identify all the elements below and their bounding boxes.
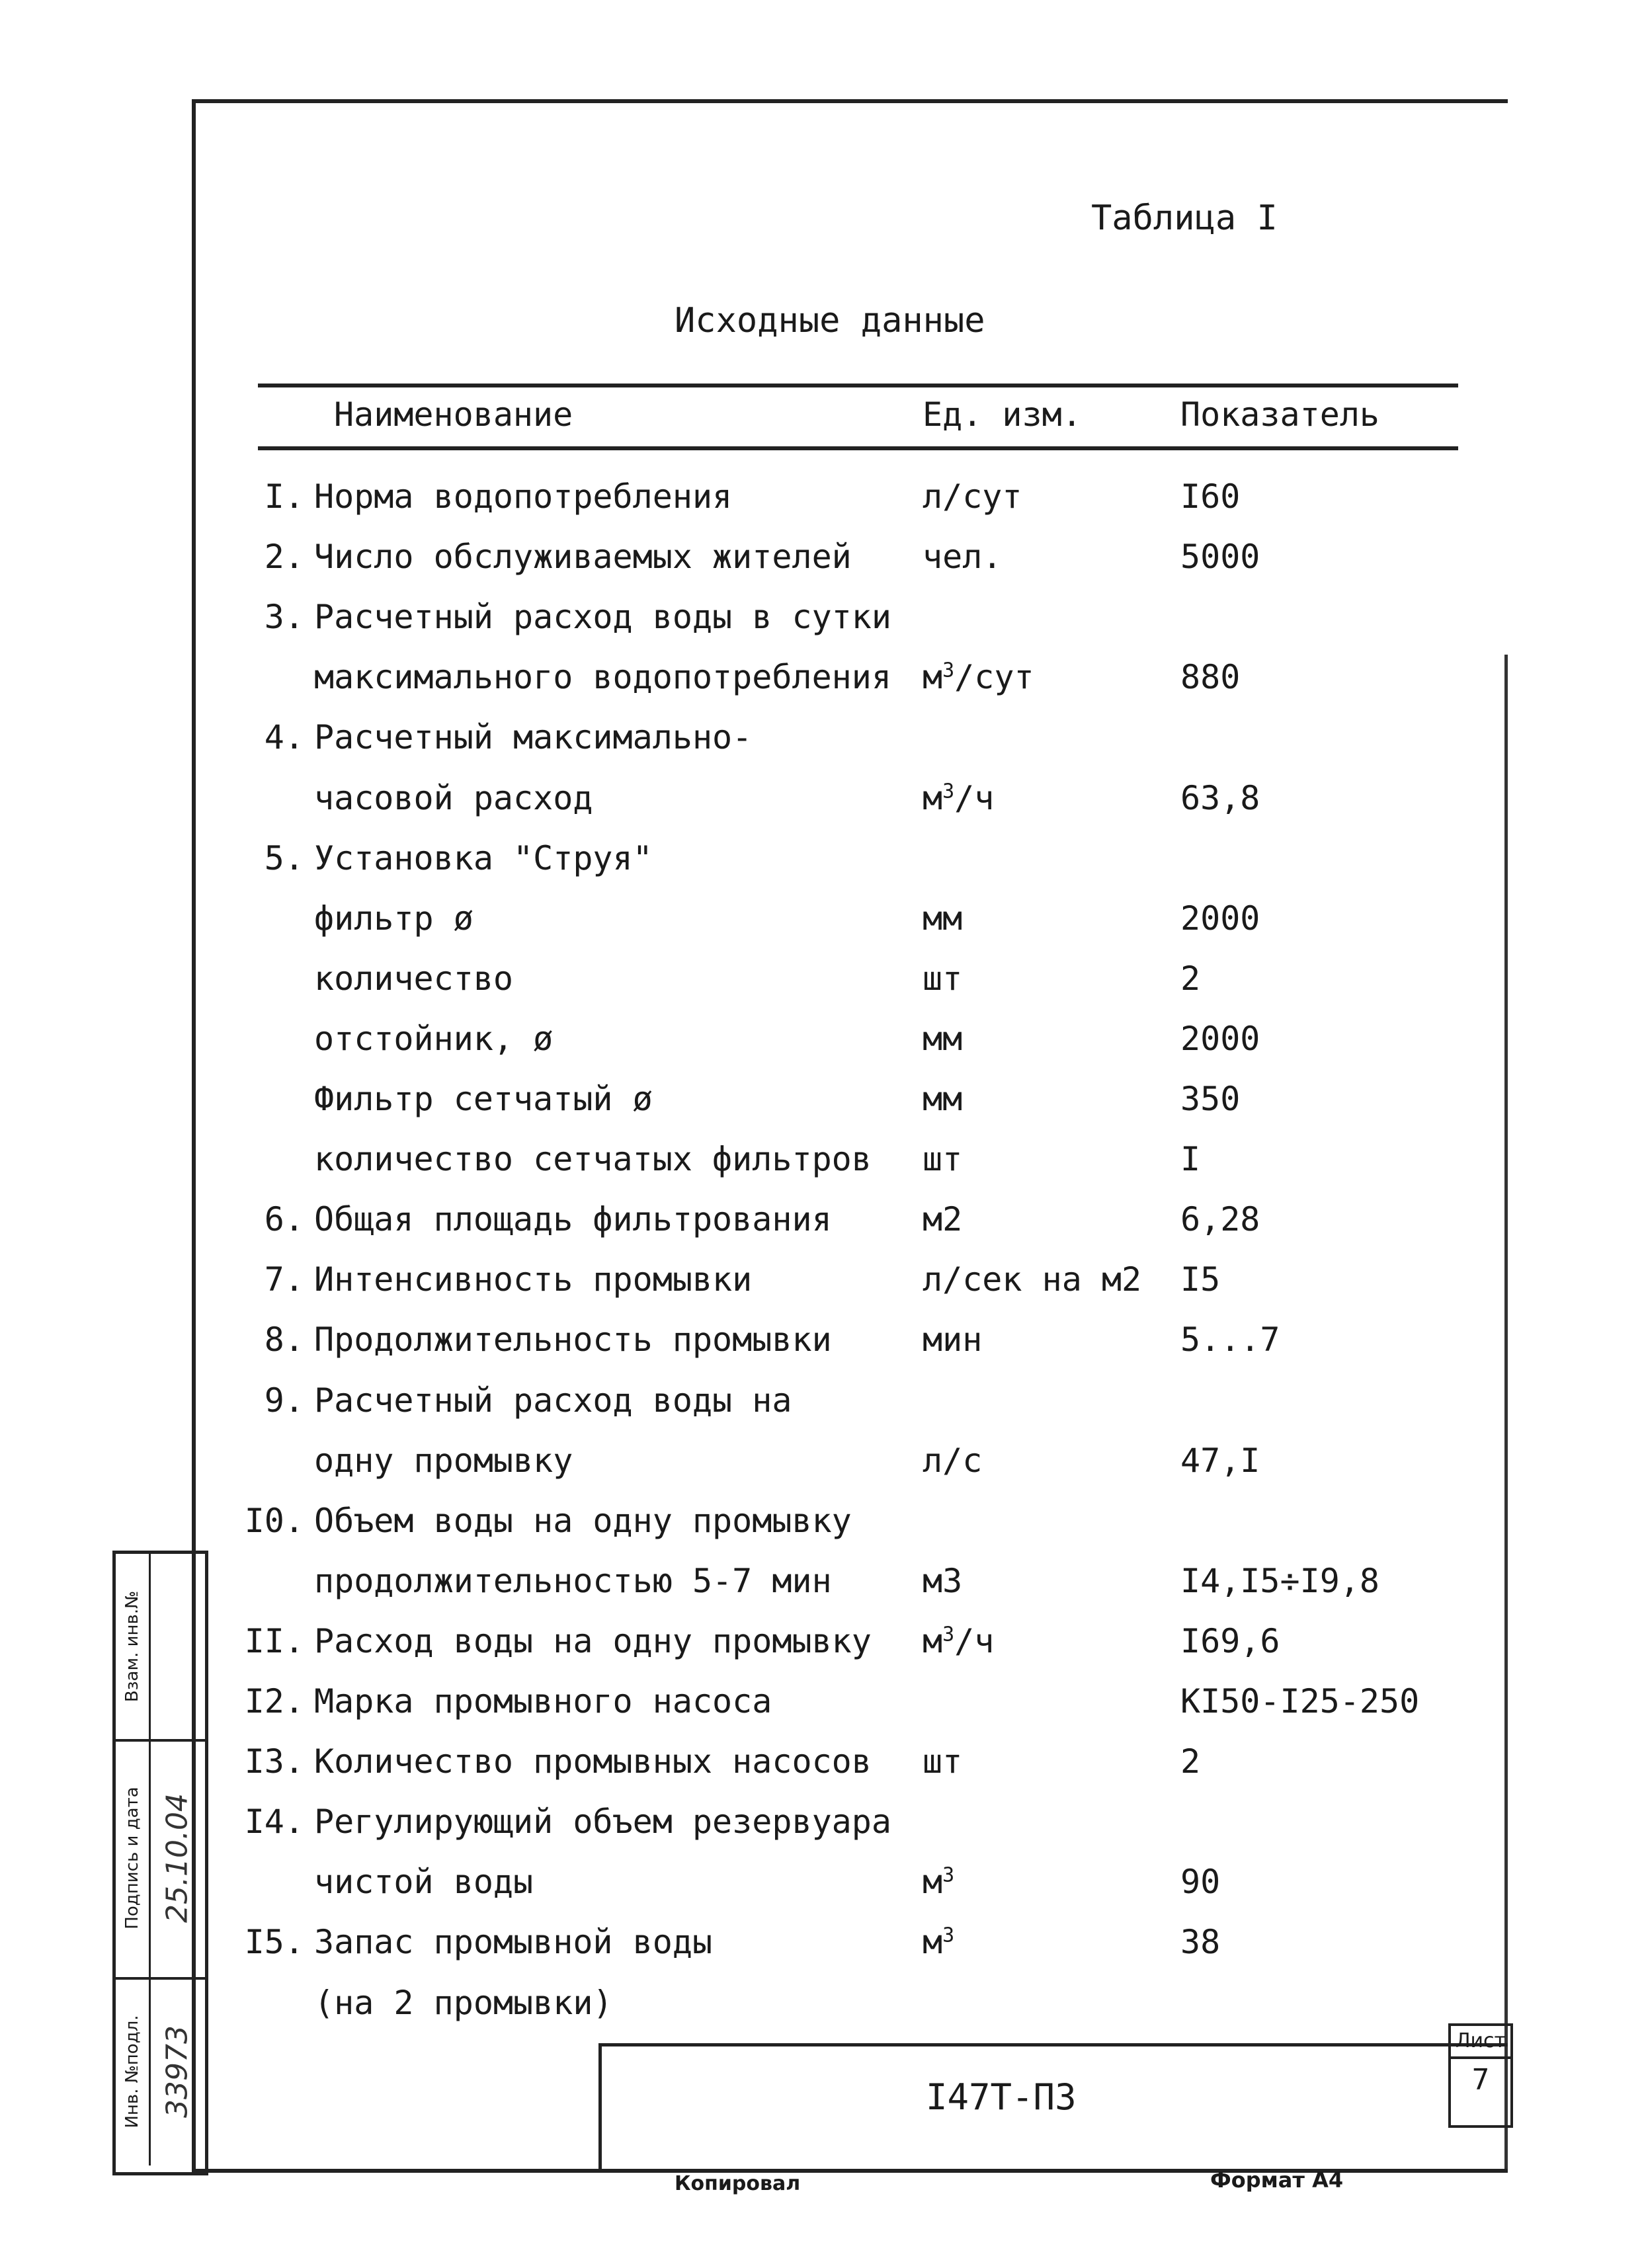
row-name: Марка промывного насоса — [314, 1682, 772, 1721]
row-value: 6,28 — [1180, 1200, 1260, 1239]
row-unit: л/сек на м2 — [923, 1260, 1142, 1299]
row-unit: шт — [923, 959, 963, 998]
row-value: I60 — [1180, 477, 1241, 516]
row-number: 4. — [264, 718, 304, 757]
row-number: I3. — [244, 1742, 304, 1781]
side-cell-inventory — [116, 1977, 205, 2166]
table-title: Исходные данные — [675, 301, 985, 341]
row-number: I4. — [244, 1802, 304, 1842]
unit-rest: /ч — [954, 1621, 995, 1660]
document-code: I47Т-ПЗ — [926, 2076, 1077, 2118]
table-row — [0, 1441, 1644, 1501]
row-number: 5. — [264, 838, 304, 877]
row-unit: м3 — [923, 1561, 963, 1600]
table-row — [0, 839, 1644, 899]
row-name: количество — [314, 959, 514, 998]
row-number: I. — [264, 477, 304, 516]
sheet-box — [1448, 2023, 1513, 2128]
row-name: чистой воды — [314, 1863, 534, 1902]
row-name: Расход воды на одну промывку — [314, 1621, 872, 1660]
table-row — [0, 598, 1644, 657]
side-cell-signature — [116, 1739, 205, 1980]
table-row — [0, 477, 1644, 537]
table-row — [0, 899, 1644, 959]
side-label-signature: Подпись и дата — [116, 1739, 151, 1977]
unit-base: м — [923, 1863, 943, 1902]
unit-base: м — [923, 778, 943, 817]
row-number: 3. — [264, 598, 304, 637]
row-unit — [923, 1622, 994, 1660]
table-number: Таблица I — [1091, 198, 1278, 238]
row-value: 350 — [1180, 1080, 1241, 1118]
row-name: продолжительностью 5-7 мин — [314, 1561, 832, 1600]
side-stamp — [112, 1551, 208, 2175]
row-unit: чел. — [923, 538, 1003, 577]
table-row — [0, 1562, 1644, 1621]
row-number: 7. — [264, 1260, 304, 1299]
row-value: I — [1180, 1140, 1201, 1179]
side-cell-replacement — [116, 1554, 205, 1742]
row-value: I69,6 — [1180, 1621, 1280, 1660]
unit-base: м — [923, 1621, 943, 1660]
table-row — [0, 658, 1644, 717]
row-value: 38 — [1180, 1923, 1221, 1962]
row-unit: мин — [923, 1320, 983, 1359]
row-name: максимального водопотребления — [314, 658, 891, 697]
row-unit — [923, 658, 1034, 696]
row-name: Продолжительность промывки — [314, 1320, 832, 1359]
table-row — [0, 1381, 1644, 1441]
row-number: 8. — [264, 1320, 304, 1359]
table-row — [0, 1260, 1644, 1320]
row-unit: мм — [923, 1080, 963, 1118]
unit-base: м — [923, 658, 943, 697]
sheet-number: 7 — [1471, 2063, 1490, 2097]
table-row — [0, 538, 1644, 597]
footer-format-label: Формат А4 — [1210, 2167, 1344, 2193]
row-name: Запас промывной воды — [314, 1923, 713, 1962]
footer-copy-label: Копировал — [675, 2172, 801, 2195]
table-row — [0, 718, 1644, 778]
row-name: Расчетный расход воды в сутки — [314, 598, 891, 637]
row-name: Интенсивность промывки — [314, 1260, 753, 1299]
table-header-bottom-rule — [258, 446, 1458, 450]
row-number: I0. — [244, 1501, 304, 1540]
table-row — [0, 1923, 1644, 1982]
row-unit — [923, 1923, 954, 1961]
row-value: I4,I5÷I9,8 — [1180, 1561, 1380, 1600]
table-row — [0, 1682, 1644, 1742]
row-value: 2000 — [1180, 899, 1260, 938]
unit-superscript: 3 — [942, 659, 955, 682]
table-row — [0, 959, 1644, 1019]
row-value: 2000 — [1180, 1019, 1260, 1058]
row-unit: м2 — [923, 1200, 963, 1239]
inventory-number: 33973 — [160, 2025, 194, 2118]
frame-top-border — [192, 99, 1508, 103]
column-header-unit: Ед. изм. — [923, 395, 1082, 434]
side-label-inventory: Инв. №подл. — [116, 1977, 151, 2166]
row-name: Норма водопотребления — [314, 477, 733, 516]
row-value: 47,I — [1180, 1441, 1260, 1480]
table-row — [0, 1140, 1644, 1199]
unit-superscript: 3 — [942, 779, 955, 803]
row-unit — [923, 1863, 954, 1901]
row-number: 9. — [264, 1381, 304, 1420]
row-unit: шт — [923, 1742, 963, 1781]
row-value: I5 — [1180, 1260, 1221, 1299]
table-row — [0, 1320, 1644, 1380]
unit-rest: /сут — [954, 658, 1034, 697]
row-number: I2. — [244, 1682, 304, 1721]
row-name: Общая площадь фильтрования — [314, 1200, 832, 1239]
row-number: I5. — [244, 1923, 304, 1962]
row-name: (на 2 промывки) — [314, 1983, 613, 2022]
row-value: 2 — [1180, 959, 1201, 998]
unit-rest: /ч — [954, 778, 995, 817]
row-name: Регулирующий объем резервуара — [314, 1802, 891, 1842]
row-name: Число обслуживаемых жителей — [314, 538, 852, 577]
row-name: фильтр ø — [314, 899, 473, 938]
unit-superscript: 3 — [942, 1623, 955, 1646]
row-value: 5000 — [1180, 538, 1260, 577]
signature-date: 25.10.04 — [160, 1793, 194, 1923]
table-row — [0, 1502, 1644, 1561]
row-name: количество сетчатых фильтров — [314, 1140, 872, 1179]
row-unit: шт — [923, 1140, 963, 1179]
table-row — [0, 1984, 1644, 2043]
sheet-label: Лист — [1451, 2026, 1510, 2059]
row-unit — [923, 779, 994, 817]
column-header-name: Наименование — [334, 395, 573, 434]
table-row — [0, 779, 1644, 838]
row-value: КI50-I25-250 — [1180, 1682, 1420, 1721]
row-unit: л/сут — [923, 477, 1022, 516]
row-value: 5...7 — [1180, 1320, 1280, 1359]
row-name: Установка "Струя" — [314, 838, 653, 877]
row-unit: мм — [923, 1019, 963, 1058]
table-row — [0, 1200, 1644, 1260]
unit-superscript: 3 — [942, 1924, 955, 1947]
column-header-value: Показатель — [1180, 395, 1380, 434]
unit-superscript: 3 — [942, 1863, 955, 1887]
row-number: 2. — [264, 538, 304, 577]
row-value: 63,8 — [1180, 778, 1260, 817]
row-name: Расчетный расход воды на — [314, 1381, 792, 1420]
side-label-replacement: Взам. инв.№ — [116, 1554, 151, 1739]
row-unit: л/с — [923, 1441, 983, 1480]
table-header-top-rule — [258, 384, 1458, 387]
table-row — [0, 1020, 1644, 1079]
row-name: Расчетный максимально- — [314, 718, 753, 757]
row-name: Количество промывных насосов — [314, 1742, 872, 1781]
table-row — [0, 1863, 1644, 1922]
unit-base: м — [923, 1923, 943, 1962]
row-name: Объем воды на одну промывку — [314, 1501, 852, 1540]
side-value-replacement — [149, 1554, 205, 1739]
row-value: 2 — [1180, 1742, 1201, 1781]
row-value: 90 — [1180, 1863, 1221, 1902]
row-name: часовой расход — [314, 778, 593, 817]
table-row — [0, 1622, 1644, 1681]
row-value: 880 — [1180, 658, 1241, 697]
row-name: отстойник, ø — [314, 1019, 554, 1058]
table-row — [0, 1802, 1644, 1862]
row-name: Фильтр сетчатый ø — [314, 1080, 653, 1118]
table-row — [0, 1080, 1644, 1139]
row-number: 6. — [264, 1200, 304, 1239]
row-number: II. — [244, 1621, 304, 1660]
table-row — [0, 1742, 1644, 1802]
row-unit: мм — [923, 899, 963, 938]
row-name: одну промывку — [314, 1441, 573, 1480]
